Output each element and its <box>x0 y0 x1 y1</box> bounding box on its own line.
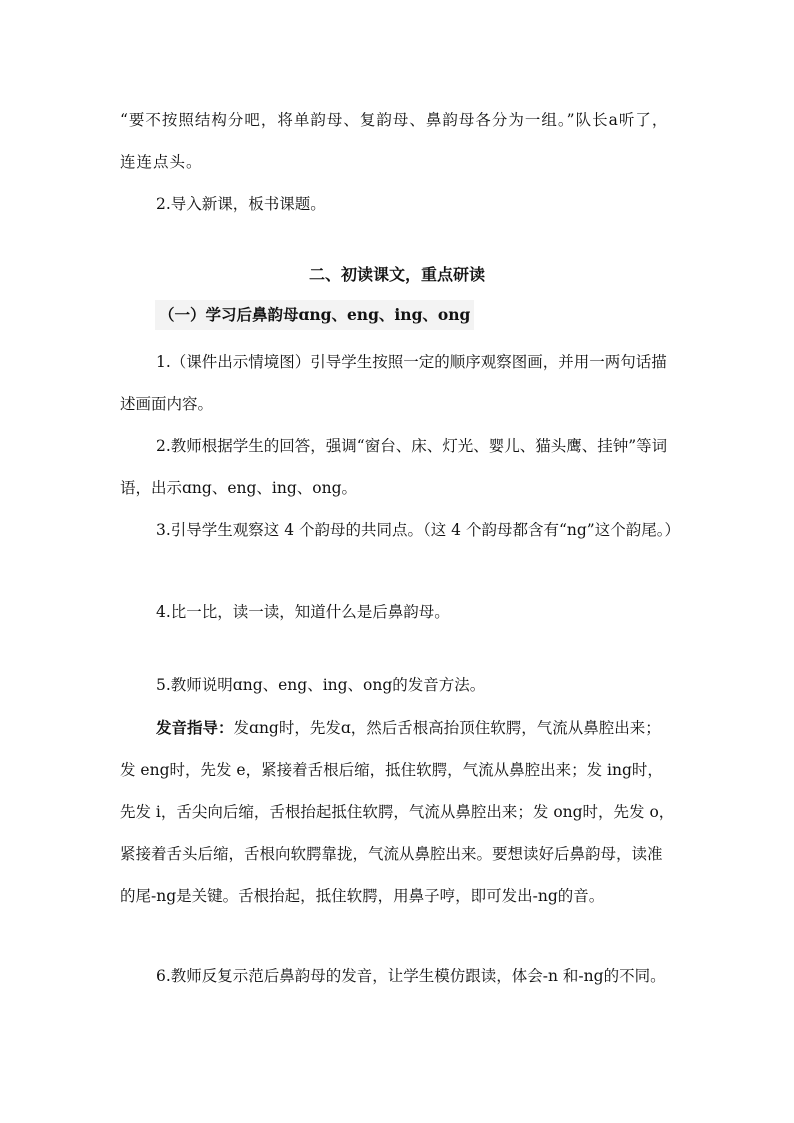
item-4-paragraph: 4.比一比，读一读，知道什么是后鼻韵母。 <box>156 603 450 621</box>
item-1-paragraph: 1.（课件出示情境图）引导学生按照一定的顺序观察图画，并用一两句话描述画面内容。 <box>120 353 667 413</box>
step-2-paragraph: 2.导入新课，板书课题。 <box>156 195 326 213</box>
subsection-heading: （一）学习后鼻韵母ɑng、eng、ing、ong <box>155 300 474 330</box>
pronunciation-guide-text: 发ɑng时，先发ɑ，然后舌根高抬顶住软腭，气流从鼻腔出来；发 eng时，先发 e，紧接着舌根后缩，抵住软腭，气流从鼻腔出来；发 ing时，先发 i，舌尖向后缩，舌根抬起抵住软腭，气流从鼻腔出来；发 ong时，先发 o，紧接着舌头后缩，舌根向软腭靠拢，气流从鼻腔出来。要想读好后鼻韵母，读准的尾-ng是关键。舌根抬起，抵住软腭，用鼻子哼，即可发出-ng的音。 <box>120 719 675 905</box>
item-6-paragraph: 6.教师反复示范后鼻韵母的发音，让学生模仿跟读，体会-n 和-ng的不同。 <box>156 967 666 985</box>
item-5-paragraph: 5.教师说明ɑng、eng、ing、ong的发音方法。 <box>156 676 486 694</box>
pronunciation-guide-paragraph <box>120 707 676 917</box>
section-heading: 二、初读课文，重点研读 <box>308 265 485 284</box>
intro-quote-paragraph: “要不按照结构分吧，将单韵母、复韵母、鼻韵母各分为一组。”队长a听了，连连点头。 <box>120 111 669 171</box>
item-3-paragraph: 3.引导学生观察这 4 个韵母的共同点。（这 4 个韵母都含有“ng”这个韵尾。） <box>156 521 680 539</box>
pronunciation-guide-label: 发音指导： <box>156 718 234 737</box>
item-2-paragraph: 2.教师根据学生的回答，强调“窗台、床、灯光、婴儿、猫头鹰、挂钟”等词语，出示ɑng、eng、ing、ong。 <box>120 437 668 497</box>
